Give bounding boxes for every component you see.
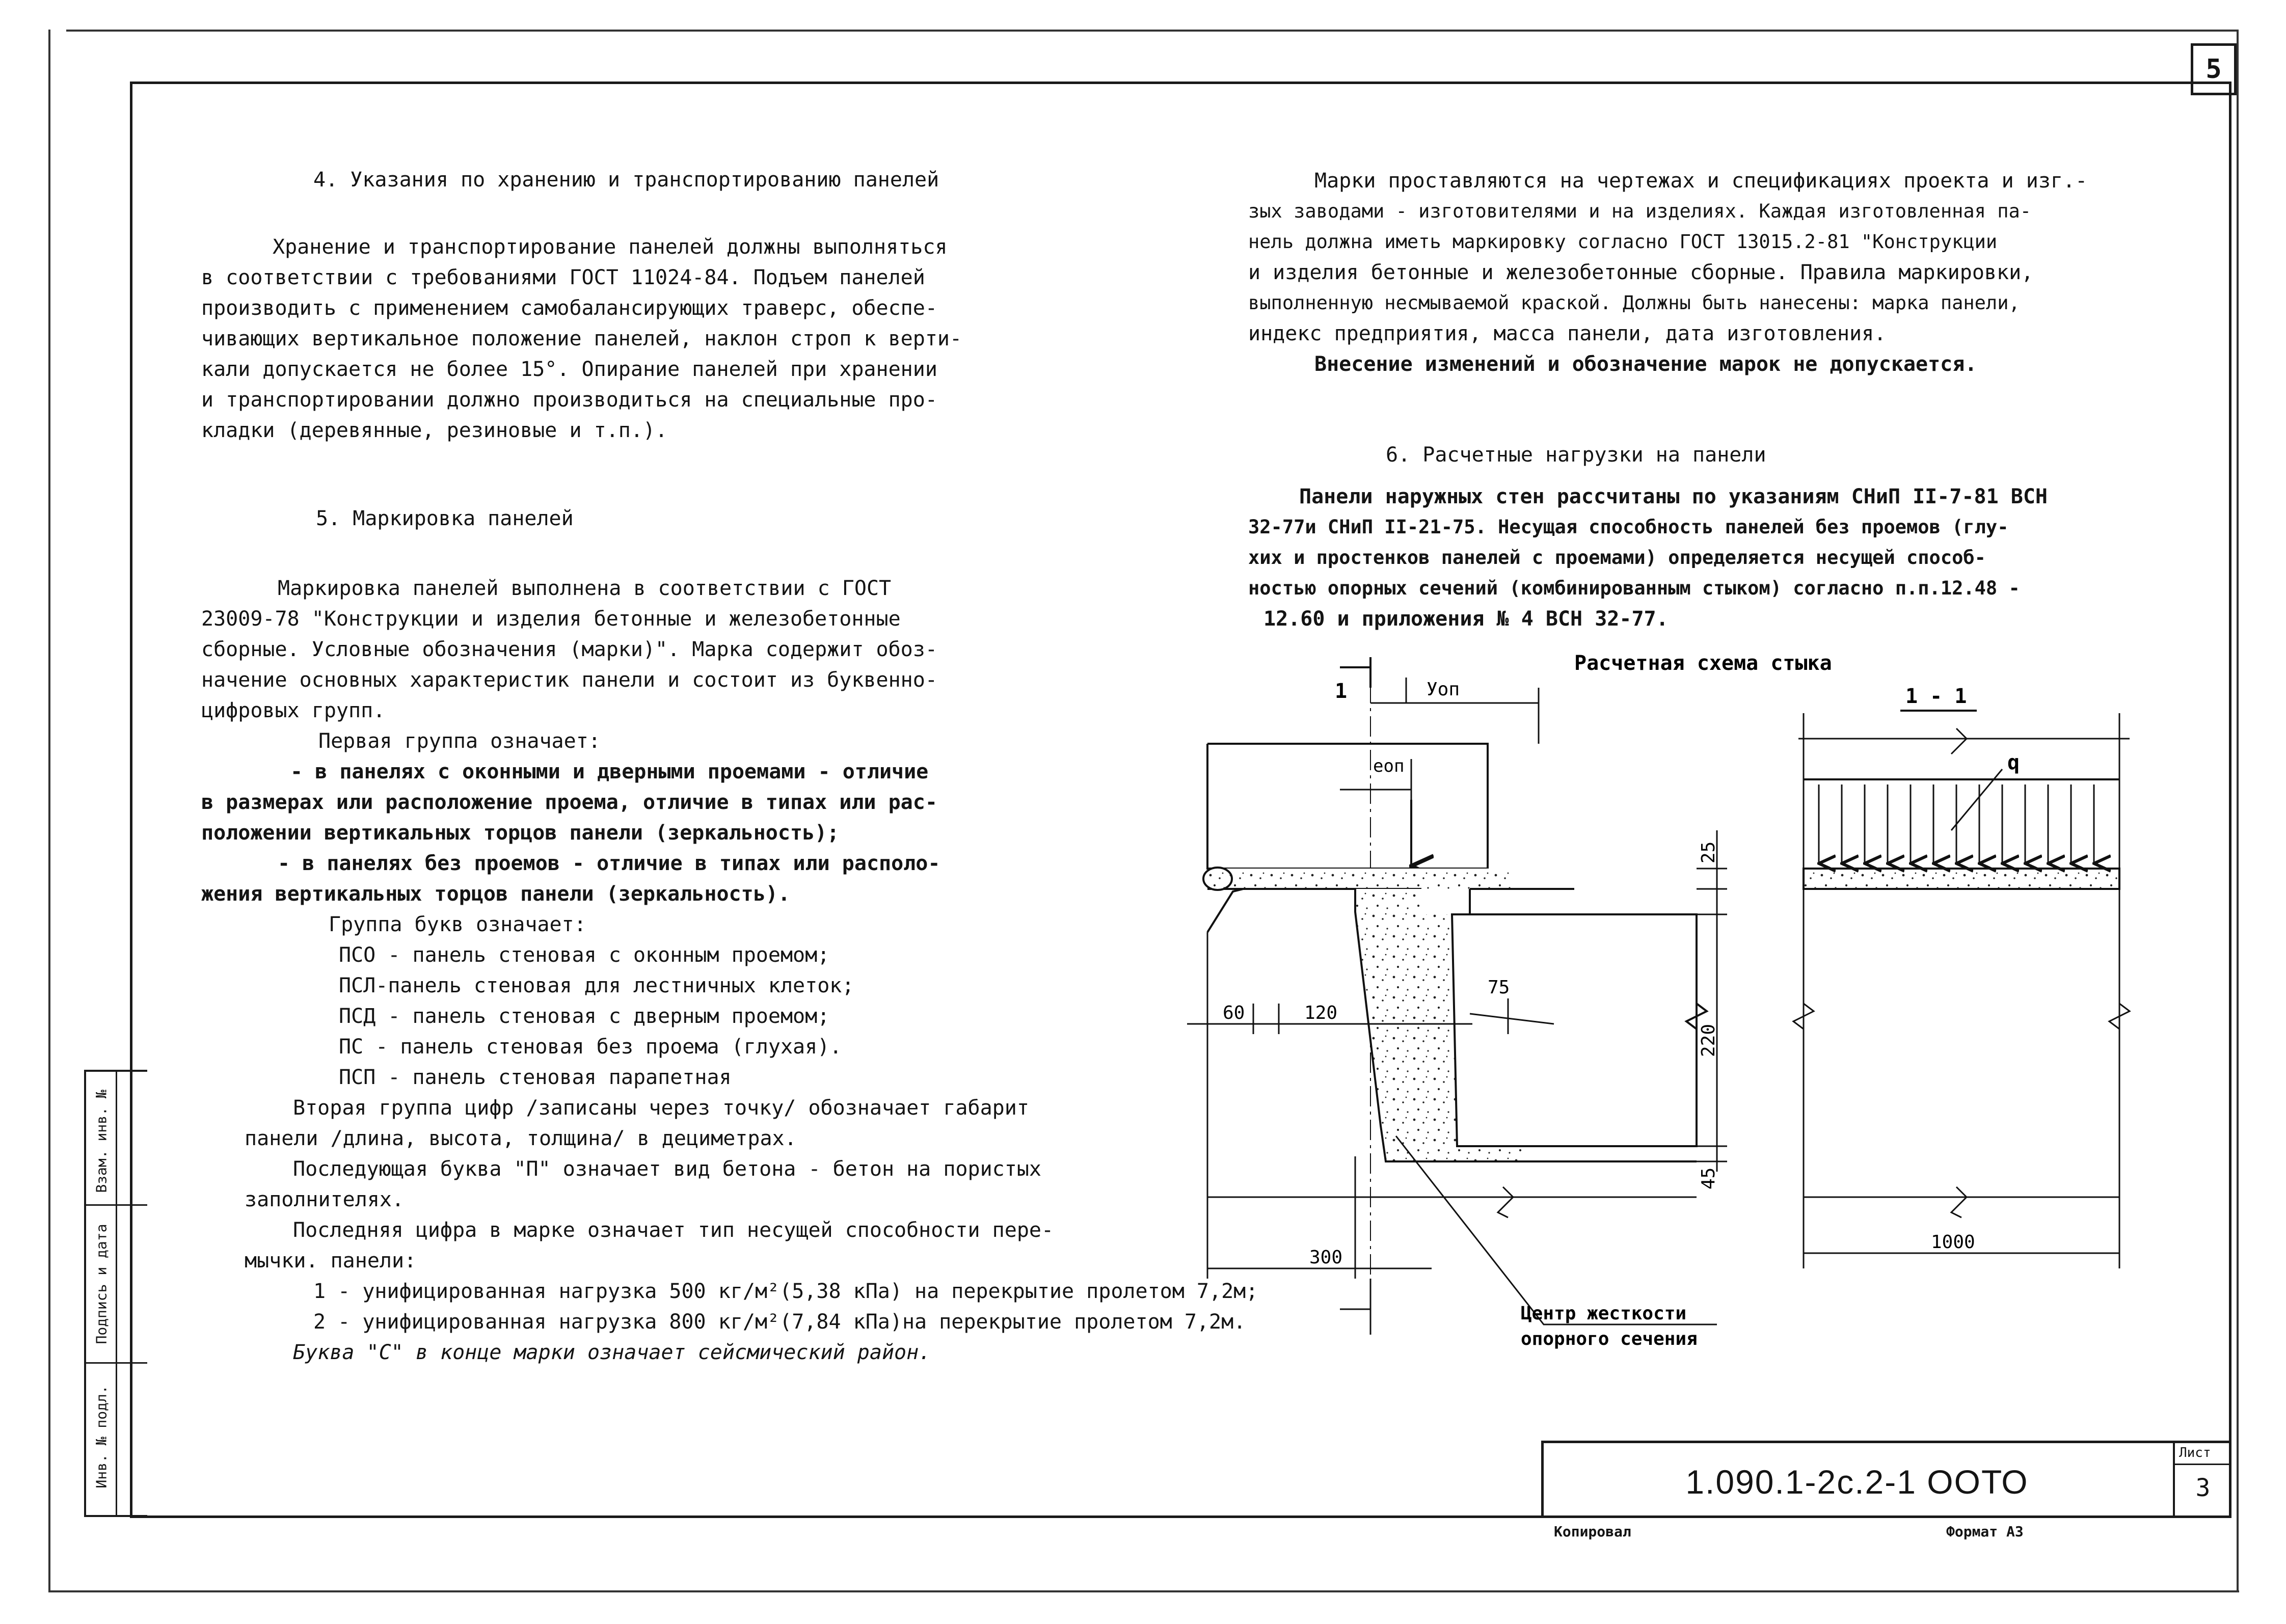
text-line: Последующая буква "П" означает вид бетона - бетон на пористых [293,1157,1042,1181]
text-line: 32-77и СНиП II-21-75. Несущая способность панелей без проемов (глу- [1248,516,2009,538]
text-line: Марки проставляются на чертежах и спецификациях проекта и изг.- [1314,169,2088,193]
text-line: - в панелях с оконными и дверными проемами - отличие [290,760,929,783]
text-line: Хранение и транспортирование панелей должны выполняться [273,235,948,259]
text-line: 1 - унифицированная нагрузка 500 кг/м²(5,38 кПа) на перекрытие пролетом 7,2м; [313,1280,1258,1303]
dim-220: 220 [1698,1023,1719,1057]
stamp-cell-inventory: Инв. № подл. [93,1385,110,1488]
marking-text [1248,166,2087,380]
text-line: заполнителях. [245,1188,405,1211]
text-line: хих и простенков панелей с проемами) определяется несущей способ- [1248,547,1986,569]
upper-slab-outline [1207,744,1488,869]
q-label: q [2007,751,2020,774]
text-line: и транспортировании должно производиться на специальные про- [201,388,937,412]
text-line: ПСД - панель стеновая с дверным проемом; [339,1005,830,1028]
text-line: Группа букв означает: [329,913,586,936]
section-mark: 1 [1335,680,1348,703]
text-line: зых заводами - изготовителями и на изделиях. Каждая изготовленная па- [1248,200,2032,222]
dim-300: 300 [1309,1247,1343,1268]
section4-body [201,232,962,446]
distributed-load-arrows [1819,784,2094,863]
text-line: производить с применением самобалансирующих траверс, обеспе- [201,296,937,320]
text-line: в соответствии с требованиями ГОСТ 11024-84. Подъем панелей [201,266,925,289]
text-line: чивающих вертикальное положение панелей, наклон строп к верти- [201,327,962,350]
text-line: 23009-78 "Конструкции и изделия бетонные и железобетонные [201,607,901,631]
text-line: Панели наружных стен рассчитаны по указаниям СНиП II-7-81 ВСН [1299,485,2048,508]
dim-25: 25 [1698,841,1719,863]
text-line: 12.60 и приложения № 4 ВСН 32-77. [1263,607,1669,631]
designation: 1.090.1-2с.2-1 ООТО [1685,1463,2029,1501]
page-number: 5 [2206,54,2222,85]
text-line: индекс предприятия, масса панели, дата изготовления. [1248,322,1887,345]
bottom-border-line [48,1590,2239,1592]
text-line: ПСЛ-панель стеновая для лестничных клеток; [339,974,854,997]
text-line: и изделия бетонные и железобетонные сборные. Правила маркировки, [1248,261,2034,284]
right-border-line [2237,30,2239,1591]
list-number: 3 [2195,1474,2211,1502]
list-cell [2173,1443,2231,1515]
section6-body [1248,481,2048,634]
left-border-line [48,30,50,1591]
text-line: жения вертикальных торцов панели (зеркальность). [201,882,790,906]
dim-75: 75 [1488,977,1510,998]
text-line: мычки. панели: [245,1249,417,1273]
section6-heading: 6. Расчетные нагрузки на панели [1386,443,1766,467]
section4-heading: 4. Указания по хранению и транспортированию панелей [313,168,939,192]
text-line: 2 - унифицированная нагрузка 800 кг/м²(7,84 кПа)на перекрытие пролетом 7,2м. [313,1310,1246,1334]
callout-leader [1396,1136,1717,1324]
callout-line-1: Центр жесткости [1521,1303,1687,1324]
callout-line-2: опорного сечения [1521,1329,1698,1349]
text-line: кали допускается не более 15°. Опирание панелей при хранении [201,358,937,381]
diagram-title: Расчетная схема стыка [1574,652,1832,675]
list-label: Лист [2179,1445,2211,1460]
text-line: положении вертикальных торцов панели (зеркальность); [201,821,840,845]
y-op-label: Уоп [1427,679,1460,700]
title-block [1541,1441,2229,1515]
text-line: ПС - панель стеновая без проема (глухая). [339,1035,842,1059]
text-line: начение основных характеристик панели и состоит из буквенно- [201,668,937,692]
text-line: ПСО - панель стеновая с оконным проемом; [339,943,830,967]
text-line: панели /длина, высота, толщина/ в дециметрах. [245,1127,797,1150]
text-line: кладки (деревянные, резиновые и т.п.). [201,419,668,442]
joint-scheme [1187,657,1727,1335]
dim-1000: 1000 [1931,1232,1975,1253]
e-op-label: еоп [1373,756,1405,776]
format-label: Формат А3 [1946,1523,2024,1540]
text-line: нель должна иметь маркировку согласно ГОСТ 13015.2-81 "Конструкции [1248,231,1998,253]
text-line: Вторая группа цифр /записаны через точку/ обозначает габарит [293,1096,1029,1120]
page-number-box [2191,43,2237,95]
side-stamp [84,1070,147,1517]
text-line: ностью опорных сечений (комбинированным стыком) согласно п.п.12.48 - [1248,577,2020,599]
stamp-cell-replacement: Взам. инв. № [93,1090,110,1193]
text-line: Первая группа означает: [318,729,601,753]
dim-120: 120 [1304,1003,1338,1023]
copied-label: Копировал [1554,1523,1631,1540]
text-line: Буква "С" в конце марки означает сейсмический район. [293,1341,931,1364]
section-view [1793,713,2130,1268]
text-line: Внесение изменений и обозначение марок не допускается. [1314,353,1977,376]
text-line: Маркировка панелей выполнена в соответствии с ГОСТ [278,577,892,600]
text-line: сборные. Условные обозначения (марки)". Марка содержит обоз- [201,638,937,661]
text-line: Последняя цифра в марке означает тип несущей способности пере- [293,1219,1054,1242]
text-line: цифровых групп. [201,699,386,722]
dim-60: 60 [1223,1003,1245,1023]
section5-body [201,573,1258,1368]
dim-45: 45 [1698,1167,1719,1189]
text-line: выполненную несмываемой краской. Должны быть нанесены: марка панели, [1248,292,2020,314]
sealant-gasket [1203,868,1232,890]
text-line: - в панелях без проемов - отличие в типах или располо- [278,852,940,875]
top-border-line [66,30,2237,32]
section5-heading: 5. Маркировка панелей [316,507,574,530]
stamp-cell-signature: Подпись и дата [93,1224,110,1344]
section-title: 1 - 1 [1905,685,1967,708]
text-line: в размерах или расположение проема, отличие в типах или рас- [201,791,937,814]
text-line: ПСП - панель стеновая парапетная [339,1066,732,1089]
joint-diagram [1187,647,2145,1360]
